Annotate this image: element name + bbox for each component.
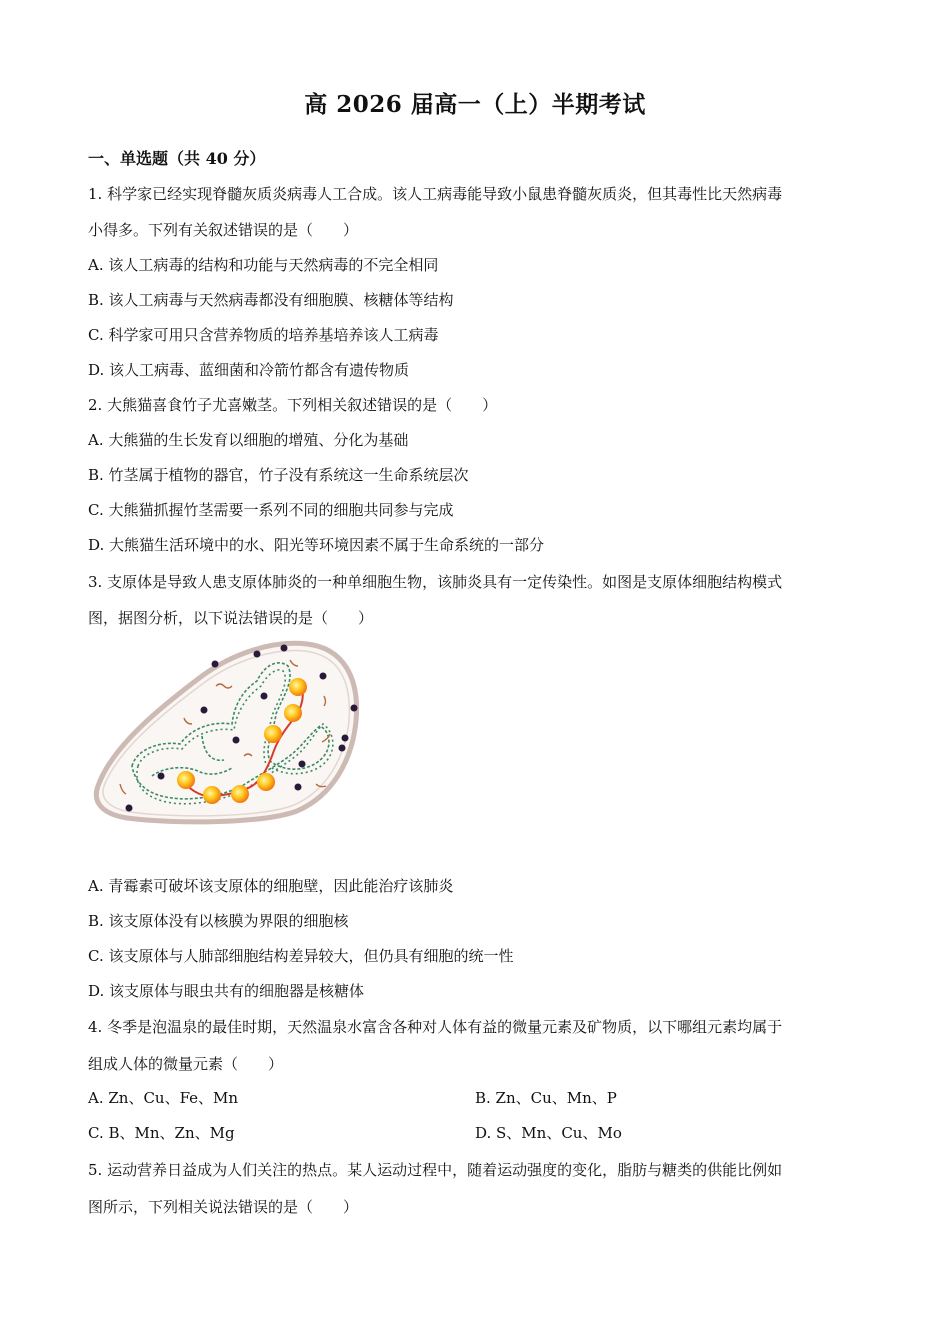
ribosome [264,725,282,743]
ribosome [177,771,195,789]
ribosome [284,704,302,722]
q4-option-c: C. B、Mn、Zn、Mg [88,1124,235,1142]
q2-option-d: D. 大熊猫生活环境中的水、阳光等环境因素不属于生命系统的一部分 [88,536,545,554]
ribosome [289,678,307,696]
ribosome [257,773,275,791]
q4-stem-line2: 组成人体的微量元素（ ） [88,1055,284,1073]
ribosome [231,785,249,803]
q5-stem-line2: 图所示，下列相关说法错误的是（ ） [88,1198,359,1216]
q4-option-a: A. Zn、Cu、Fe、Mn [88,1089,239,1107]
mycoplasma-diagram [92,636,364,826]
q3-option-a: A. 青霉素可破坏该支原体的细胞壁，因此能治疗该肺炎 [88,877,454,895]
q3-stem-line2: 图，据图分析，以下说法错误的是（ ） [88,609,374,627]
q2-option-a: A. 大熊猫的生长发育以细胞的增殖、分化为基础 [88,431,409,449]
q1-option-a: A. 该人工病毒的结构和功能与天然病毒的不完全相同 [88,256,439,274]
ribosome [203,786,221,804]
q3-option-d: D. 该支原体与眼虫共有的细胞器是核糖体 [88,982,365,1000]
q5-stem-line1: 5. 运动营养日益成为人们关注的热点。某人运动过程中，随着运动强度的变化，脂肪与糖类的供能比例如 [88,1161,783,1179]
q1-option-b: B. 该人工病毒与天然病毒都没有细胞膜、核糖体等结构 [88,291,454,309]
q1-stem-line1: 1. 科学家已经实现脊髓灰质炎病毒人工合成。该人工病毒能导致小鼠患脊髓灰质炎，但其毒性比天然病毒 [88,185,783,203]
q2-option-c: C. 大熊猫抓握竹茎需要一系列不同的细胞共同参与完成 [88,501,454,519]
q3-stem-line1: 3. 支原体是导致人患支原体肺炎的一种单细胞生物，该肺炎具有一定传染性。如图是支原体细胞结构模式 [88,573,783,591]
q3-option-b: B. 该支原体没有以核膜为界限的细胞核 [88,912,349,930]
page-title: 高 2026 届高一（上）半期考试 [304,91,646,118]
q1-option-c: C. 科学家可用只含营养物质的培养基培养该人工病毒 [88,326,439,344]
q4-option-d: D. S、Mn、Cu、Mo [475,1124,622,1142]
q1-option-d: D. 该人工病毒、蓝细菌和冷箭竹都含有遗传物质 [88,361,410,379]
q2-stem-line1: 2. 大熊猫喜食竹子尤喜嫩茎。下列相关叙述错误的是（ ） [88,396,498,414]
section-heading: 一、单选题（共 40 分） [88,149,266,168]
q4-stem-line1: 4. 冬季是泡温泉的最佳时期，天然温泉水富含各种对人体有益的微量元素及矿物质，以下哪组元素均属于 [88,1018,783,1036]
q3-option-c: C. 该支原体与人肺部细胞结构差异较大，但仍具有细胞的统一性 [88,947,514,965]
q2-option-b: B. 竹茎属于植物的器官，竹子没有系统这一生命系统层次 [88,466,469,484]
q1-stem-line2: 小得多。下列有关叙述错误的是（ ） [88,221,359,239]
q4-option-b: B. Zn、Cu、Mn、P [475,1089,617,1107]
